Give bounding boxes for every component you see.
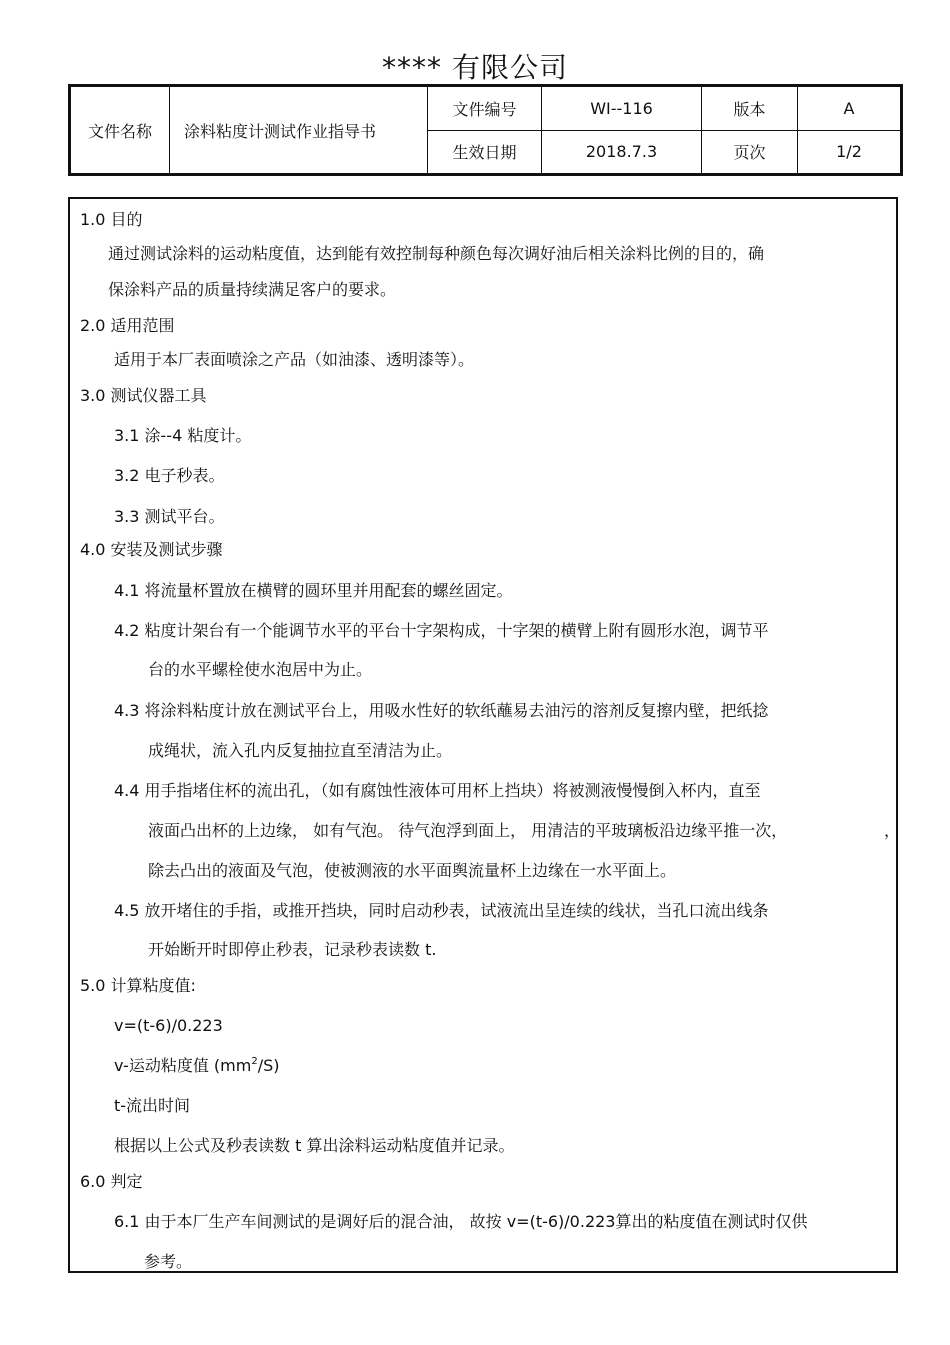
section-3-item-2: 3.2 电子秒表。 bbox=[114, 466, 225, 485]
doc-no-label: 文件编号 bbox=[428, 86, 542, 131]
effective-date-value: 2018.7.3 bbox=[542, 130, 702, 175]
company-title: **** 有限公司 bbox=[382, 51, 568, 84]
section-4-title: 4.0 安装及测试步骤 bbox=[80, 540, 223, 559]
section-4-item-3-line1: 4.3 将涂料粘度计放在测试平台上，用吸水性好的软纸蘸易去油污的溶剂反复擦内壁，把纸捻 bbox=[114, 701, 769, 720]
section-4-item-4-line2: 液面凸出杯的上边缘， 如有气泡。 待气泡浮到面上， 用清洁的平玻璃板沿边缘平推一次， bbox=[148, 821, 788, 840]
section-4-item-1: 4.1 将流量杯置放在横臂的圆环里并用配套的螺丝固定。 bbox=[114, 581, 513, 600]
calculation-note: 根据以上公式及秒表读数 t 算出涂料运动粘度值并记录。 bbox=[114, 1136, 515, 1155]
viscosity-formula: v=(t-6)/0.223 bbox=[114, 1016, 223, 1035]
section-4-item-4-line2-tail: ， bbox=[884, 821, 901, 840]
section-6-item-1-line2: 参考。 bbox=[144, 1252, 193, 1271]
section-1-title: 1.0 目的 bbox=[80, 210, 143, 229]
section-4-item-2-line1: 4.2 粘度计架台有一个能调节水平的平台十字架构成，十字架的横臂上附有圆形水泡，调节平 bbox=[114, 621, 769, 640]
section-3-title: 3.0 测试仪器工具 bbox=[80, 386, 207, 405]
section-5-title: 5.0 计算粘度值: bbox=[80, 976, 196, 995]
section-2-text: 适用于本厂表面喷涂之产品（如油漆、透明漆等）。 bbox=[114, 350, 475, 369]
section-4-item-4-line1: 4.4 用手指堵住杯的流出孔，（如有腐蚀性液体可用杯上挡块）将被测液慢慢倒入杯内，直至 bbox=[114, 781, 761, 800]
page-label: 页次 bbox=[702, 130, 798, 175]
version-label: 版本 bbox=[702, 86, 798, 131]
section-4-item-4-line3: 除去凸出的液面及气泡，使被测液的水平面舆流量杯上边缘在一水平面上。 bbox=[148, 861, 677, 880]
section-3-item-1: 3.1 涂--4 粘度计。 bbox=[114, 426, 252, 445]
v-definition bbox=[114, 1056, 280, 1076]
section-1-text-line1: 通过测试涂料的运动粘度值，达到能有效控制每种颜色每次调好油后相关涂料比例的目的，确 bbox=[108, 244, 765, 263]
page-value: 1/2 bbox=[798, 130, 902, 175]
section-4-item-5-line2: 开始断开时即停止秒表，记录秒表读数 t. bbox=[148, 940, 437, 959]
section-1-text-line2: 保涂料产品的质量持续满足客户的要求。 bbox=[108, 280, 397, 299]
unit-superscript: 2 bbox=[251, 1056, 258, 1067]
v-definition-text: v-运动粘度值 (mm bbox=[114, 1056, 252, 1075]
section-3-item-3: 3.3 测试平台。 bbox=[114, 507, 225, 526]
section-2-title: 2.0 适用范围 bbox=[80, 316, 175, 335]
section-6-item-1-line1: 6.1 由于本厂生产车间测试的是调好后的混合油， 故按 v=(t-6)/0.223算出的粘度值在测试时仅供 bbox=[114, 1212, 808, 1231]
section-6-title: 6.0 判定 bbox=[80, 1172, 143, 1191]
section-4-item-3-line2: 成绳状，流入孔内反复抽拉直至清洁为止。 bbox=[148, 741, 453, 760]
doc-no-value: WI--116 bbox=[542, 86, 702, 131]
document-header-table bbox=[68, 84, 903, 176]
t-definition: t-流出时间 bbox=[114, 1096, 191, 1115]
unit-suffix: /S) bbox=[257, 1056, 280, 1075]
doc-name-value: 涂料粘度计测试作业指导书 bbox=[170, 86, 428, 175]
section-4-item-2-line2: 台的水平螺栓使水泡居中为止。 bbox=[148, 660, 373, 679]
doc-name-label: 文件名称 bbox=[70, 86, 170, 175]
version-value: A bbox=[798, 86, 902, 131]
effective-date-label: 生效日期 bbox=[428, 130, 542, 175]
section-4-item-5-line1: 4.5 放开堵住的手指，或推开挡块，同时启动秒表，试液流出呈连续的线状，当孔口流出线条 bbox=[114, 901, 769, 920]
